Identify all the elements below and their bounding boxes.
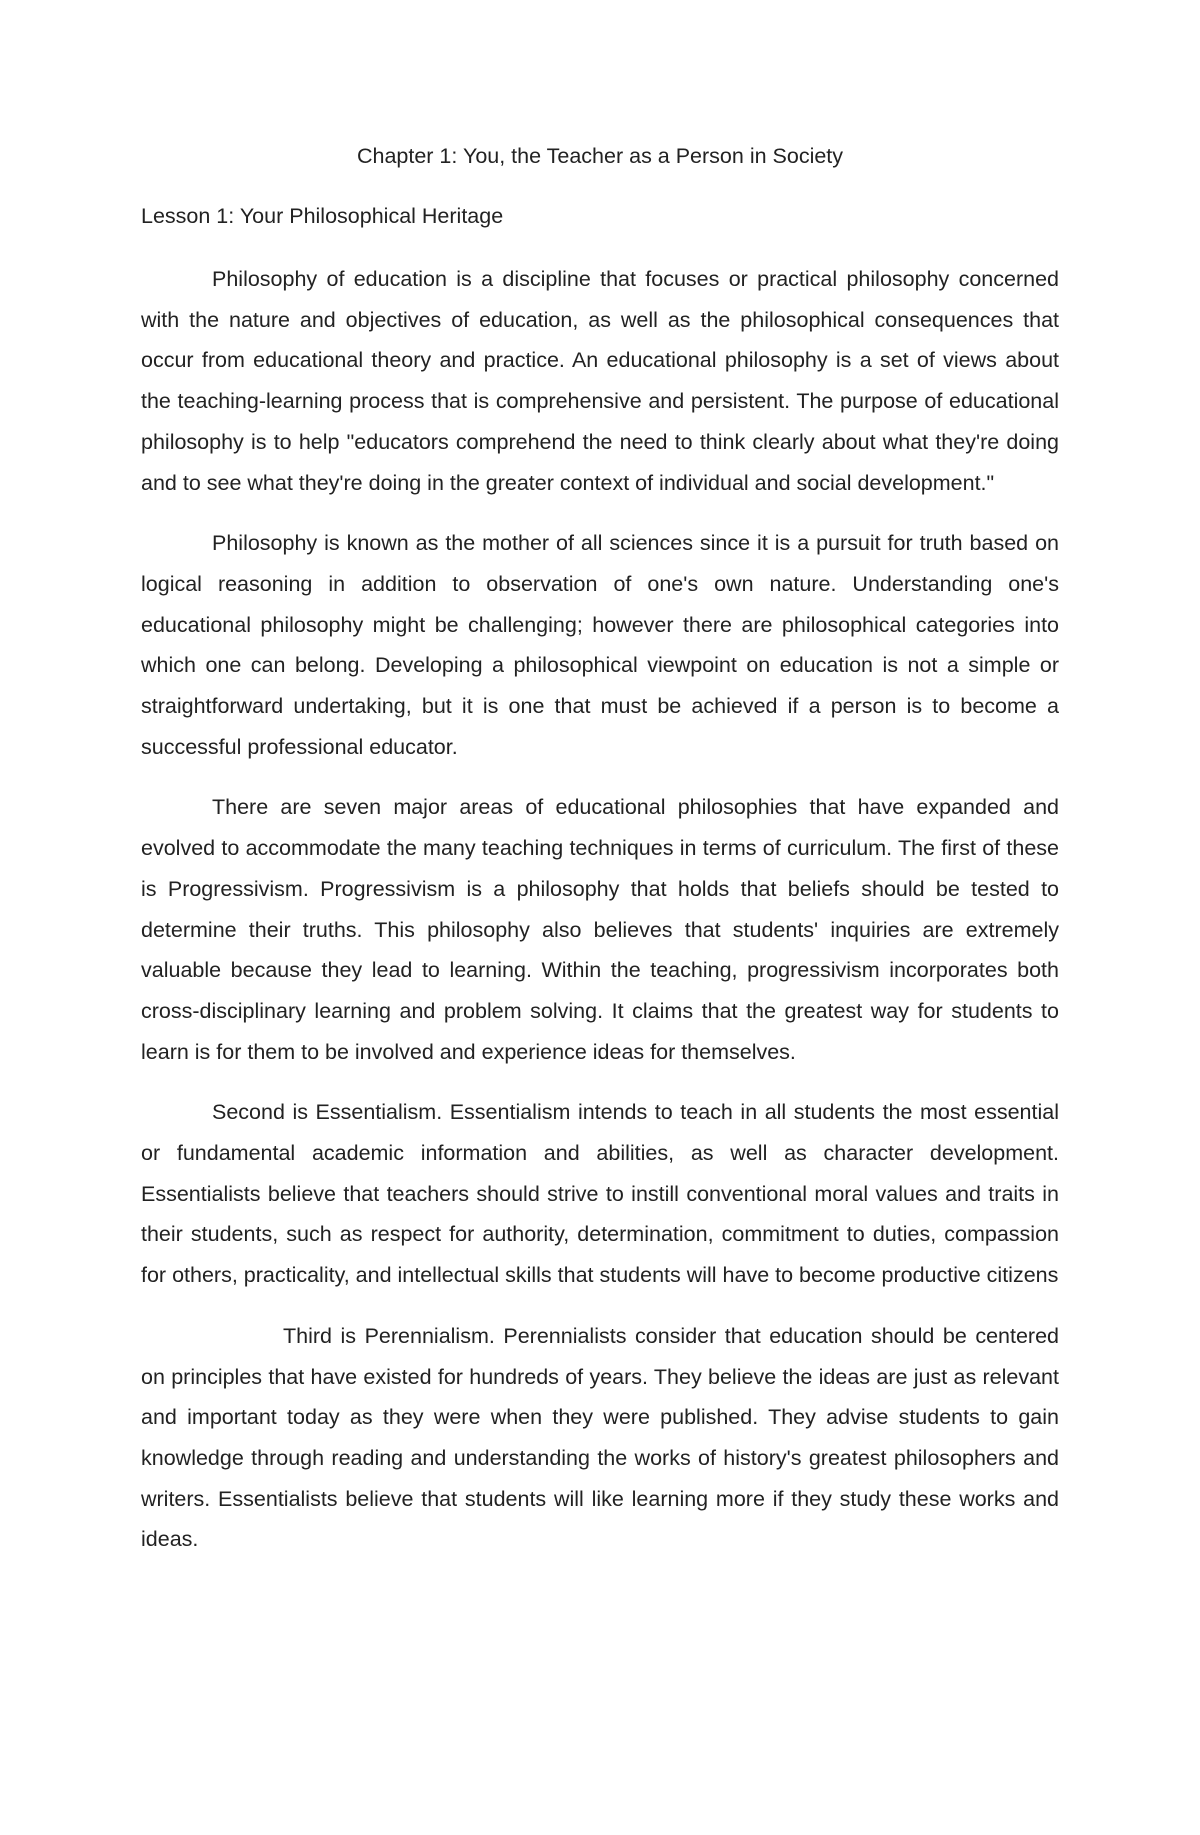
paragraph-progressivism: There are seven major areas of educational philosophies that have expanded and evolved to accommodate the many teaching techniques in terms of curriculum. The first of these is Progressivism. Progressivism is a philosophy that holds that beliefs should be tested to determine their truths. This philosophy also believes that students' inquiries are extremely valuable because they lead to learning. Within the teaching, progressivism incorporates both cross-disciplinary learning and problem solving. It claims that the greatest way for students to learn is for them to be involved and experience ideas for themselves. [141,795,1059,1064]
chapter-title: Chapter 1: You, the Teacher as a Person in Society [356,144,844,168]
paragraph-philosophy-of-education: Philosophy of education is a discipline that focuses or practical philosophy concerned with the nature and objectives of education, as well as the philosophical consequences that occur from educational theory and practice. An educational philosophy is a set of views about the teaching-learning process that is comprehensive and persistent. The purpose of educational philosophy is to help "educators comprehend the need to think clearly about what they're doing and to see what they're doing in the greater context of individual and social development." [141,267,1059,495]
paragraph-perennialism: Third is Perennialism. Perennialists consider that education should be centered on principles that have existed for hundreds of years. They believe the ideas are just as relevant and important today as they were when they were published. They advise students to gain knowledge through reading and understanding the works of history's greatest philosophers and writers. Essentialists believe that students will like learning more if they study these works and ideas. [141,1323,1059,1552]
paragraph-mother-of-sciences: Philosophy is known as the mother of all sciences since it is a pursuit for truth based on logical reasoning in addition to observation of one's own nature. Understanding one's educational philosophy might be challenging; however there are philosophical categories into which one can belong. Developing a philosophical viewpoint on education is not a simple or straightforward undertaking, but it is one that must be achieved if a person is to become a successful professional educator. [141,531,1059,759]
paragraph-essentialism: Second is Essentialism. Essentialism intends to teach in all students the most essential or fundamental academic information and abilities, as well as character development. Essentialists believe that teachers should strive to instill conventional moral values and traits in their students, such as respect for authority, determination, commitment to duties, compassion for others, practicality, and intellectual skills that students will have to become productive citizens [141,1100,1059,1288]
document-body [141,259,1059,1580]
lesson-title: Lesson 1: Your Philosophical Heritage [141,204,504,228]
